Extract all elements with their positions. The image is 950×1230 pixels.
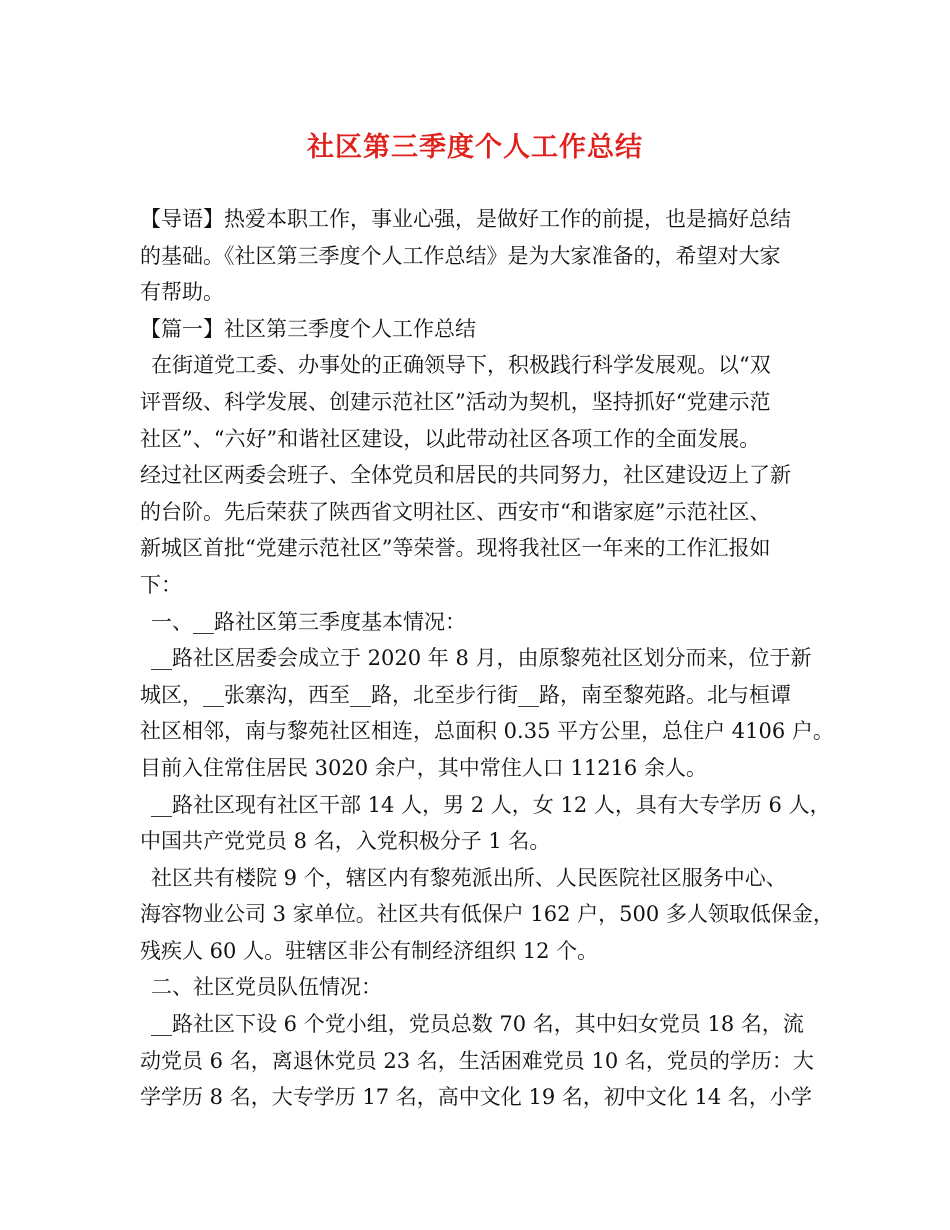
paragraph-line: 经过社区两委会班子、全体党员和居民的共同努力，社区建设迈上了新 [140,463,791,488]
paragraph-line: 的基础。《社区第三季度个人工作总结》是为大家准备的，希望对大家 [140,243,781,268]
document-title: 社区第三季度个人工作总结 [307,132,643,163]
paragraph-line: 【篇一】社区第三季度个人工作总结 [140,316,476,341]
paragraph-line: 学学历 8 名，大专学历 17 名，高中文化 19 名，初中文化 14 名，小学 [140,1085,812,1110]
document-body [140,201,834,1116]
paragraph-line: 【导语】热爱本职工作，事业心强，是做好工作的前提，也是搞好总结 [140,207,791,231]
paragraph-line: 社区共有楼院 9 个，辖区内有黎苑派出所、人民医院社区服务中心、 [151,865,787,890]
paragraph-line: 二、社区党员队伍情况： [151,975,382,1000]
paragraph-line: __路社区现有社区干部 14 人，男 2 人，女 12 人，具有大专学历 6 人， [151,792,831,817]
paragraph-line: 的台阶。先后荣获了陕西省文明社区、西安市“和谐家庭”示范社区、 [140,499,771,524]
paragraph-line: 社区相邻，南与黎苑社区相连，总面积 0.35 平方公里，总住户 4106 户。 [140,719,834,744]
paragraph-line: 城区，__张寨沟，西至__路，北至步行街__路，南至黎苑路。北与桓谭 [140,682,791,707]
paragraph-line: __路社区居委会成立于 2020 年 8 月，由原黎苑社区划分而来，位于新 [151,646,812,671]
paragraph-line: 新城区首批“党建示范社区”等荣誉。现将我社区一年来的工作汇报如 [140,536,771,561]
paragraph-line: 下： [140,572,182,597]
paragraph-line: 中国共产党党员 8 名，入党积极分子 1 名。 [140,829,551,854]
paragraph-line: 有帮助。 [140,280,224,305]
paragraph-line: 评晋级、科学发展、创建示范社区”活动为契机，坚持抓好“党建示范 [140,389,771,414]
paragraph-line: 残疾人 60 人。驻辖区非公有制经济组织 12 个。 [140,938,599,963]
paragraph-line: 社区”、“六好”和谐社区建设，以此带动社区各项工作的全面发展。 [140,426,761,451]
paragraph-line: 海容物业公司 3 家单位。社区共有低保户 162 户，500 多人领取低保金， [140,902,834,927]
paragraph-line: 动党员 6 名，离退休党员 23 名，生活困难党员 10 名，党员的学历：大 [140,1048,814,1073]
paragraph-line: 目前入住常住居民 3020 余户，其中常住人口 11216 余人。 [140,755,707,780]
paragraph-line: __路社区下设 6 个党小组，党员总数 70 名，其中妇女党员 18 名，流 [151,1012,804,1037]
paragraph-line: 在街道党工委、办事处的正确领导下，积极践行科学发展观。以“双 [151,353,771,378]
paragraph-line: 一、__路社区第三季度基本情况： [151,609,466,634]
